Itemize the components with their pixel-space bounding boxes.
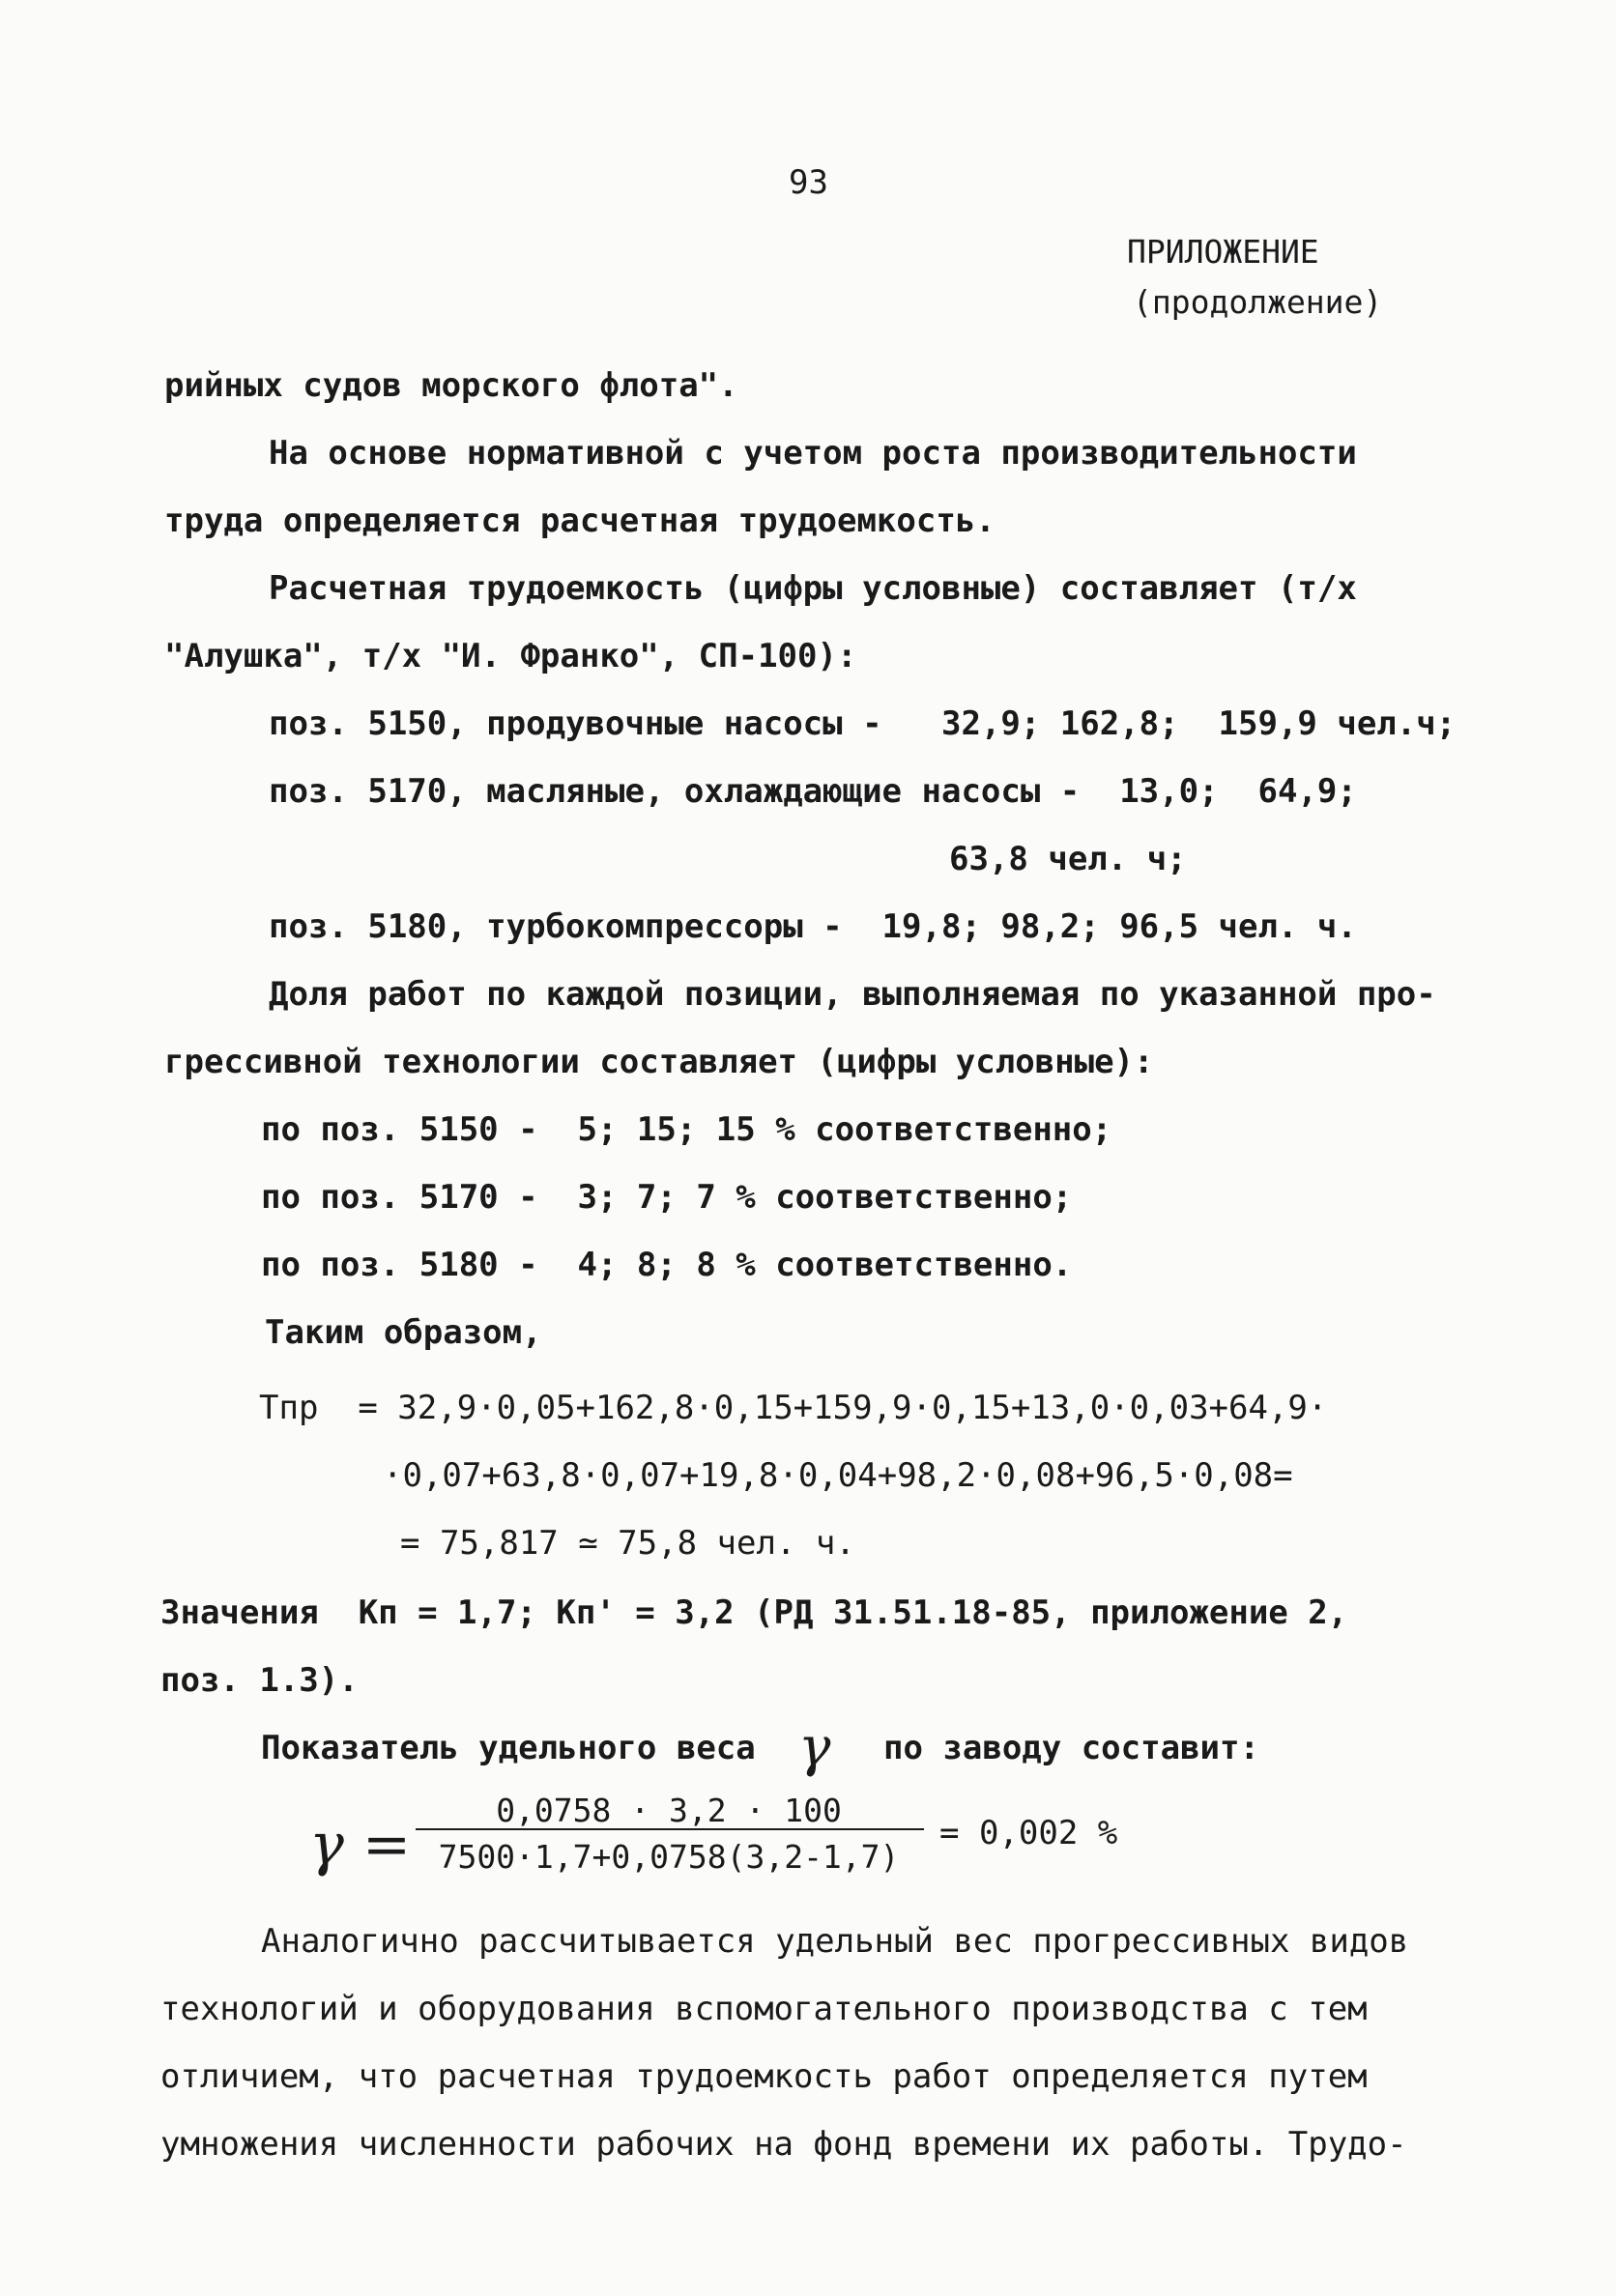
text-line-21-part-2: по заводу составит:: [883, 1729, 1259, 1767]
text-line-21-part-1: Показатель удельного веса: [261, 1729, 756, 1767]
text-line-8: 63,8 чел. ч;: [949, 840, 1187, 878]
text-line-10: Доля работ по каждой позиции, выполняемая по указанной про-: [269, 975, 1436, 1014]
text-line-24: технологий и оборудования вспомогательного производства с тем: [160, 1990, 1368, 2028]
formula-line-1: Тпр = 32,9·0,05+162,8·0,15+159,9·0,15+13,0·0,03+64,9·: [259, 1389, 1328, 1427]
text-line-12: по поз. 5150 - 5; 15; 15 % соответственно;: [261, 1110, 1112, 1149]
formula-result: = 0,002 %: [939, 1814, 1118, 1852]
page-number: 93: [789, 163, 828, 202]
formula-lhs: γ =: [309, 1811, 412, 1879]
fraction-numerator: 0,0758 · 3,2 · 100: [496, 1792, 842, 1829]
text-line-15: Таким образом,: [265, 1313, 542, 1352]
formula-line-2: ·0,07+63,8·0,07+19,8·0,04+98,2·0,08+96,5·0,08=: [383, 1456, 1293, 1495]
text-line-14: по поз. 5180 - 4; 8; 8 % соответственно.: [261, 1246, 1073, 1284]
formula-line-3: = 75,817 ≃ 75,8 чел. ч.: [400, 1524, 855, 1563]
gamma-symbol: γ: [798, 1716, 831, 1779]
text-line-4: Расчетная трудоемкость (цифры условные) составляет (т/х: [269, 569, 1357, 608]
text-line-11: грессивной технологии составляет (цифры условные):: [164, 1043, 1154, 1081]
fraction-bar: [416, 1828, 924, 1830]
text-line-19: Значения Кп = 1,7; Кп' = 3,2 (РД 31.51.18-85, приложение 2,: [160, 1593, 1348, 1632]
text-line-7: поз. 5170, масляные, охлаждающие насосы - 13,0; 64,9;: [269, 772, 1357, 811]
text-line-2: На основе нормативной с учетом роста производительности: [269, 434, 1357, 473]
text-line-3: труда определяется расчетная трудоемкость.: [164, 502, 996, 540]
text-line-26: умножения численности рабочих на фонд времени их работы. Трудо-: [160, 2125, 1407, 2164]
text-line-5: "Алушка", т/х "И. Франко", СП-100):: [164, 637, 857, 675]
appendix-continuation: (продолжение): [1133, 283, 1383, 321]
text-line-20: поз. 1.3).: [160, 1661, 359, 1700]
text-line-23: Аналогично рассчитывается удельный вес прогрессивных видов: [261, 1922, 1409, 1961]
text-line-1: рийных судов морского флота".: [164, 366, 738, 405]
text-line-13: по поз. 5170 - 3; 7; 7 % соответственно;: [261, 1178, 1073, 1217]
text-line-6: поз. 5150, продувочные насосы - 32,9; 162,8; 159,9 чел.ч;: [269, 704, 1457, 743]
appendix-label: ПРИЛОЖЕНИЕ: [1127, 233, 1319, 271]
text-line-25: отличием, что расчетная трудоемкость работ определяется путем: [160, 2057, 1368, 2096]
text-line-9: поз. 5180, турбокомпрессоры - 19,8; 98,2; 96,5 чел. ч.: [269, 907, 1357, 946]
fraction-denominator: 7500·1,7+0,0758(3,2-1,7): [438, 1838, 900, 1876]
